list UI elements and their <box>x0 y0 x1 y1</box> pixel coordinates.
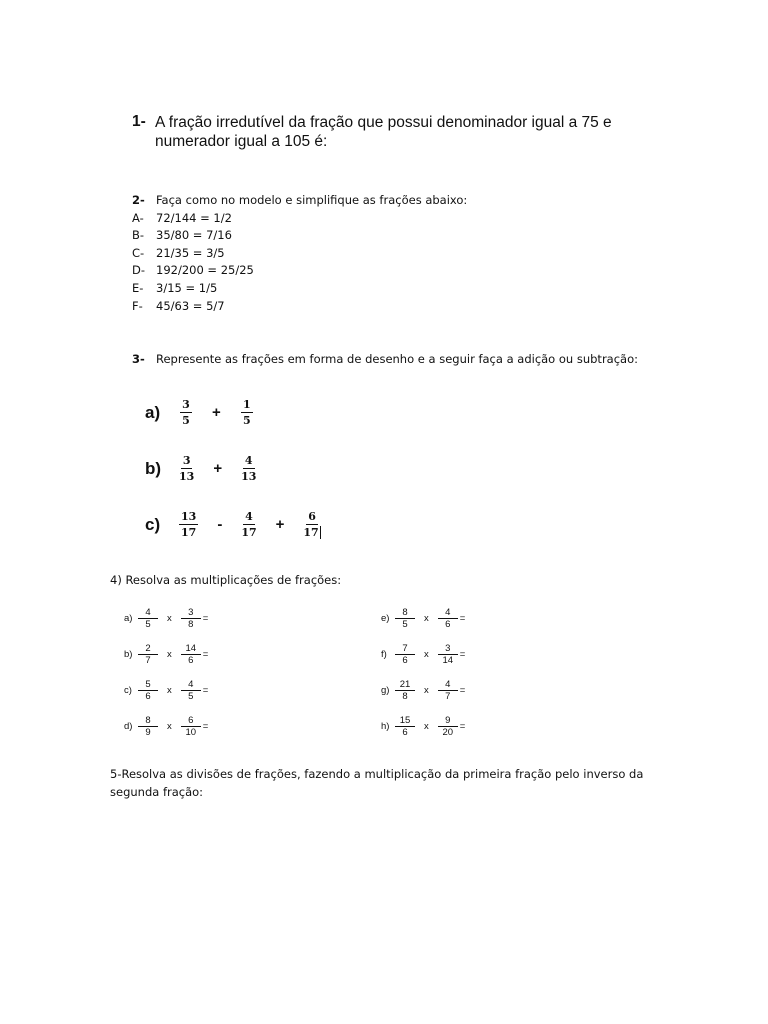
multiplication-row <box>381 643 465 666</box>
numerator: 4 <box>245 510 253 523</box>
numerator: 6 <box>181 715 201 727</box>
numerator: 21 <box>395 679 415 691</box>
denominator: 5 <box>402 619 408 630</box>
numerator: 13 <box>181 510 197 523</box>
fraction <box>395 679 415 702</box>
numerator: 3 <box>182 454 191 467</box>
numerator: 2 <box>138 643 158 655</box>
multiplication-row <box>124 715 208 738</box>
numerator: 15 <box>395 715 415 727</box>
numerator: 5 <box>138 679 158 691</box>
denominator: 6 <box>402 655 408 666</box>
item-text: 192/200 = 25/25 <box>156 263 254 278</box>
list-item <box>132 262 467 280</box>
equals-sign: = <box>459 685 466 696</box>
row-label: a) <box>124 613 133 624</box>
fraction-expression-b <box>145 454 256 483</box>
multiplication-row <box>124 679 208 702</box>
multiplication-row <box>381 607 465 630</box>
fraction <box>138 643 158 666</box>
question-2 <box>132 192 467 315</box>
multiplication-row <box>124 607 208 630</box>
times-sign: x <box>424 649 429 660</box>
denominator: 20 <box>442 727 454 738</box>
fraction <box>241 454 256 483</box>
numerator: 1 <box>242 398 251 411</box>
fraction <box>241 510 256 539</box>
denominator: 6 <box>145 691 151 702</box>
equals-sign: = <box>202 613 209 624</box>
operator: + <box>213 460 223 477</box>
fraction <box>179 398 193 427</box>
expression-letter: b) <box>145 458 162 478</box>
denominator: 5 <box>145 619 151 630</box>
item-text: 72/144 = 1/2 <box>156 210 232 225</box>
numerator: 4 <box>438 607 458 619</box>
numerator: 7 <box>395 643 415 655</box>
fraction <box>438 679 458 702</box>
question-4-title: 4) Resolva as multiplicações de frações: <box>110 573 342 587</box>
equals-sign: = <box>202 649 209 660</box>
list-item <box>132 298 467 316</box>
denominator: 6 <box>445 619 451 630</box>
fraction <box>438 715 458 738</box>
item-label: D- <box>132 263 146 278</box>
denominator: 5 <box>188 691 194 702</box>
row-label: h) <box>381 721 390 732</box>
numerator: 9 <box>438 715 458 727</box>
denominator: 5 <box>242 414 251 427</box>
denominator: 10 <box>185 727 197 738</box>
item-text: 21/35 = 3/5 <box>156 245 225 260</box>
multiplication-row <box>124 643 208 666</box>
numerator: 3 <box>181 607 201 619</box>
item-label: E- <box>132 280 144 295</box>
denominator: 6 <box>402 727 408 738</box>
equals-sign: = <box>459 649 466 660</box>
text-cursor <box>320 526 321 539</box>
numerator: 4 <box>244 454 253 467</box>
operator: - <box>217 516 223 533</box>
equals-sign: = <box>459 721 466 732</box>
row-label: c) <box>124 685 132 696</box>
list-item <box>132 245 467 263</box>
question-3-title: Represente as frações em forma de desenho e a seguir faça a adição ou subtração: <box>156 352 639 366</box>
denominator: 13 <box>241 470 257 483</box>
operator: + <box>275 516 285 533</box>
denominator: 8 <box>402 691 408 702</box>
expression-letter: a) <box>145 402 161 422</box>
numerator: 8 <box>138 715 158 727</box>
times-sign: x <box>167 721 172 732</box>
row-label: b) <box>124 649 133 660</box>
item-text: 3/15 = 1/5 <box>156 280 218 295</box>
list-item <box>132 210 467 228</box>
denominator: 14 <box>442 655 454 666</box>
denominator: 7 <box>145 655 151 666</box>
expression-letter: c) <box>145 514 161 534</box>
multiplication-row <box>381 679 465 702</box>
fraction <box>303 510 320 539</box>
numerator: 14 <box>181 643 201 655</box>
question-1-number: 1- <box>132 113 146 130</box>
numerator: 3 <box>438 643 458 655</box>
denominator: 17 <box>241 526 257 539</box>
equals-sign: = <box>202 721 209 732</box>
times-sign: x <box>167 613 172 624</box>
denominator: 17 <box>303 526 319 539</box>
denominator: 7 <box>445 691 451 702</box>
denominator: 6 <box>188 655 194 666</box>
numerator: 4 <box>181 679 201 691</box>
item-label: B- <box>132 228 145 243</box>
row-label: d) <box>124 721 133 732</box>
item-text: 35/80 = 7/16 <box>156 228 232 243</box>
fraction <box>179 510 198 539</box>
fraction <box>138 607 158 630</box>
item-label: F- <box>132 298 143 313</box>
fraction <box>181 607 201 630</box>
fraction <box>181 679 201 702</box>
fraction <box>395 607 415 630</box>
item-label: A- <box>132 210 144 225</box>
denominator: 5 <box>182 414 190 427</box>
times-sign: x <box>424 721 429 732</box>
multiplication-row <box>381 715 465 738</box>
denominator: 9 <box>145 727 151 738</box>
row-label: f) <box>381 649 387 660</box>
numerator: 3 <box>182 398 190 411</box>
list-item <box>132 280 467 298</box>
operator: + <box>212 404 221 421</box>
fraction <box>395 643 415 666</box>
list-item <box>132 227 467 245</box>
question-1-text: A fração irredutível da fração que possui denominador igual a 75 e numerador igual a 105 é: <box>155 114 612 150</box>
row-label: g) <box>381 685 390 696</box>
fraction <box>395 715 415 738</box>
fraction <box>179 454 194 483</box>
question-3-number: 3- <box>132 352 145 366</box>
question-2-title-row <box>132 192 467 210</box>
numerator: 4 <box>138 607 158 619</box>
question-5-text: 5-Resolva as divisões de frações, fazendo a multiplicação da primeira fração pelo inverso da segunda fração: <box>110 767 644 799</box>
numerator: 8 <box>395 607 415 619</box>
denominator: 17 <box>181 526 197 539</box>
fraction <box>181 643 201 666</box>
numerator: 4 <box>438 679 458 691</box>
question-3-title-row <box>132 352 638 366</box>
fraction-expression-a <box>145 398 254 427</box>
fraction <box>438 643 458 666</box>
times-sign: x <box>424 613 429 624</box>
times-sign: x <box>424 685 429 696</box>
numerator: 6 <box>308 510 316 523</box>
row-label: e) <box>381 613 390 624</box>
fraction <box>240 398 254 427</box>
times-sign: x <box>167 649 172 660</box>
item-label: C- <box>132 245 145 260</box>
equals-sign: = <box>202 685 209 696</box>
denominator: 13 <box>179 470 195 483</box>
fraction <box>181 715 201 738</box>
item-text: 45/63 = 5/7 <box>156 298 225 313</box>
fraction <box>138 679 158 702</box>
equals-sign: = <box>459 613 466 624</box>
fraction <box>438 607 458 630</box>
denominator: 8 <box>188 619 194 630</box>
question-2-title: Faça como no modelo e simplifique as frações abaixo: <box>156 193 468 207</box>
fraction-expression-c <box>145 510 321 539</box>
question-2-number: 2- <box>132 193 145 207</box>
fraction <box>138 715 158 738</box>
times-sign: x <box>167 685 172 696</box>
